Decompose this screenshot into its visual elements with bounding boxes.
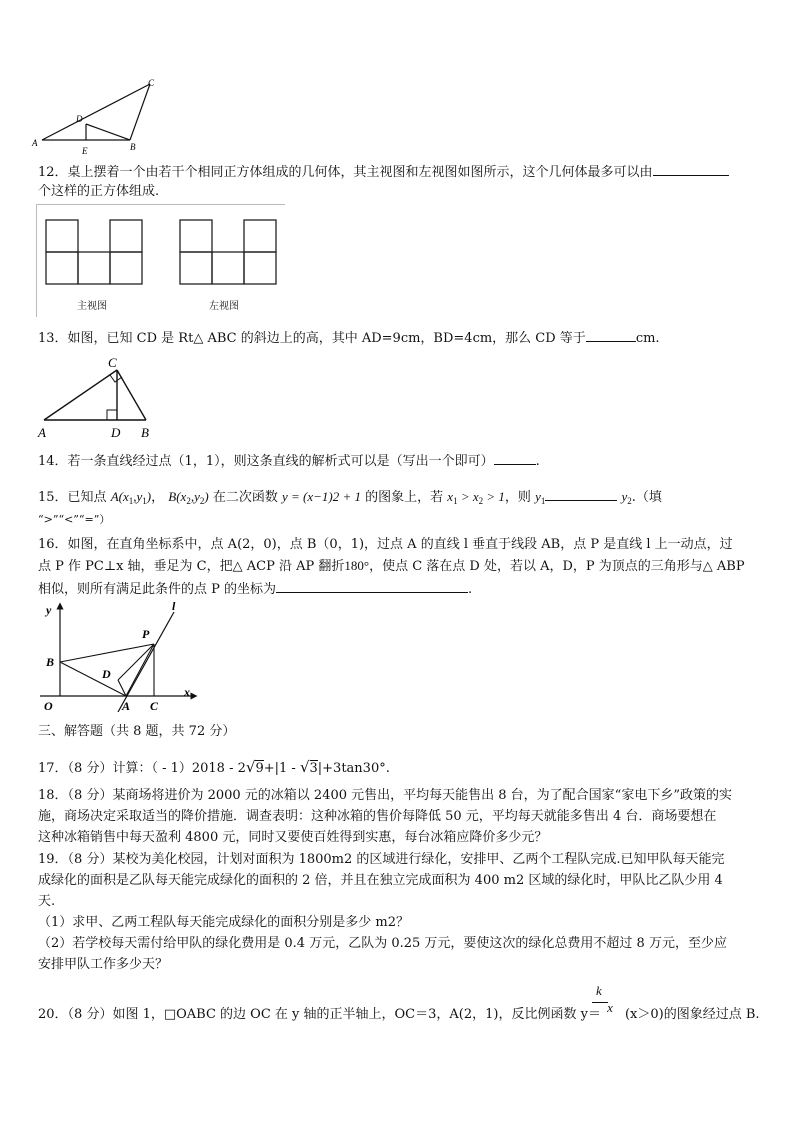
q17-sqrt1: √9 <box>245 758 264 776</box>
q16-angle: 180° <box>344 558 370 573</box>
fig16-label-x: x <box>184 685 190 699</box>
q19-line2: 成绿化的面积是乙队每天能完成绿化的面积的 2 倍，并且在独立完成面积为 400 m2 区域的绿化时，甲队比乙队少用 4 <box>38 873 723 888</box>
q17-suffix: |+3tan30°. <box>317 761 390 776</box>
q15-then: ，则 <box>504 490 531 505</box>
q19-line3: 天. <box>38 894 56 909</box>
fig11-label-B: B <box>130 142 136 152</box>
q16-line1 <box>38 535 758 555</box>
q19-line6: 安排甲队工作多少天？ <box>38 957 169 972</box>
q16-end: . <box>468 582 473 597</box>
q16-line2 <box>38 556 758 577</box>
q15-condition: $x_1 > x_2 > 1$ <box>447 489 505 506</box>
q20-frac-num: k <box>596 983 602 998</box>
fig16-label-C: C <box>150 699 159 712</box>
q15-function: y = (x−1)2 + 1 <box>281 489 361 504</box>
q16-text3: 相似，则所有满足此条件的点 P 的坐标为 <box>38 582 277 597</box>
fig16-label-O: O <box>44 699 53 712</box>
fig16-label-A: A <box>122 699 131 712</box>
q15-mid: 在二次函数 <box>212 490 278 505</box>
q19-line1: 19．（8 分）某校为美化校园，计划对面积为 1800m2 的区域进行绿化，安排甲、乙两个工程队完成.已知甲队每天能完 <box>38 852 725 867</box>
fig13-label-C: C <box>108 356 117 370</box>
figure-q12-views <box>36 204 285 317</box>
fig11-label-D: D <box>76 114 83 124</box>
q14-line <box>38 450 758 472</box>
fig13-label-D: D <box>111 425 121 440</box>
main-view-caption: 主视图 <box>77 301 107 312</box>
q15-comma: ， <box>151 490 165 505</box>
q14-text: 14．若一条直线经过点（1，1），则这条直线的解析式可以是（写出一个即可） <box>38 454 494 469</box>
fig13-label-A: A <box>38 425 46 440</box>
fig16-label-l: l <box>172 600 176 613</box>
q20-frac-den: x <box>607 1000 613 1015</box>
figure-q11 <box>30 78 170 156</box>
q16-answer-blank[interactable] <box>276 578 468 593</box>
q15-tail: .（填 <box>631 490 662 505</box>
q15-point-a: $A(x_1,y_1)$ <box>110 489 152 506</box>
q20-prefix: 20．（8 分）如图 1，□OABC 的边 OC 在 y 轴的正半轴上，OC＝3，A(2，1)，反比例函数 y＝ <box>38 1007 601 1022</box>
q15-after-func: 的图象上，若 <box>365 490 444 505</box>
q13-answer-blank[interactable] <box>586 327 636 342</box>
q13-text: 13．如图，已知 CD 是 Rt△ ABC 的斜边上的高，其中 AD=9cm，BD=4cm，那么 CD 等于 <box>38 331 586 346</box>
fig11-label-C: C <box>148 78 155 88</box>
fig16-label-P: P <box>142 627 150 641</box>
left-view-caption: 左视图 <box>209 301 239 312</box>
fig11-label-E: E <box>82 146 88 156</box>
q16-text1: 16．如图，在直角坐标系中，点 A(2，0)，点 B（0，1)，过点 A 的直线 l 垂直于线段 AB，点 P 是直线 l 上一动点，过 <box>38 537 733 552</box>
q15-y2: $y_2$ <box>621 489 632 506</box>
q15-answer-blank[interactable] <box>545 486 617 501</box>
q17-sqrt2: √3 <box>299 758 318 776</box>
q16-text2a: 点 P 作 PC⊥x 轴，垂足为 C，把△ ACP 沿 AP 翻折 <box>38 559 345 574</box>
fig11-label-A: A <box>32 138 38 148</box>
q12-answer-blank[interactable] <box>653 161 729 176</box>
q15-line2 <box>38 510 758 530</box>
q17-prefix: 17．（8 分）计算：（ - 1）2018 - 2 <box>38 761 246 776</box>
q18-line2: 施，商场决定采取适当的降价措施．调查表明：这种冰箱的售价每降低 50 元，平均每天就能多售出 4 台．商场要想在 <box>38 809 717 824</box>
q13-line <box>38 327 758 349</box>
fig16-label-B: B <box>46 655 55 669</box>
q14-end: . <box>535 454 540 469</box>
q15-y1: $y_1$ <box>535 489 546 506</box>
q12-text1: 12．桌上摆着一个由若干个相同正方体组成的几何体，其主视图和左视图如图所示，这个几何体最多可以由 <box>38 165 653 180</box>
fig16-label-D: D <box>102 667 111 681</box>
q16-text2b: ，使点 C 落在点 D 处，若以 A，D，P 为顶点的三角形与△ ABP <box>369 559 745 574</box>
q13-unit: cm. <box>635 331 660 346</box>
q19-line4: （1）求甲、乙两工程队每天能完成绿化的面积分别是多少 m2？ <box>38 915 410 930</box>
q15-point-b: $B(x_2,y_2)$ <box>168 489 209 506</box>
q15-line1 <box>38 486 758 511</box>
figure-q13 <box>34 356 158 442</box>
q15-line2-text: “>”“<”“=”） <box>38 513 111 526</box>
q20-suffix: (x＞0)的图象经过点 B. <box>624 1007 760 1022</box>
q18-line3: 这种冰箱销售中每天盈利 4800 元，同时又要使百姓得到实惠，每台冰箱应降价多少元？ <box>38 830 548 845</box>
q12-line1 <box>38 161 758 183</box>
q16-line3 <box>38 578 758 600</box>
q17-line <box>38 757 758 779</box>
figure-q16 <box>34 600 200 712</box>
q17-mid: +|1 - <box>263 761 300 776</box>
q12-text2: 个这样的正方体组成. <box>38 184 160 199</box>
q18-line1: 18．（8 分）某商场将进价为 2000 元的冰箱以 2400 元售出，平均每天能售出 8 台，为了配合国家“家电下乡”政策的实 <box>38 788 732 803</box>
q14-answer-blank[interactable] <box>494 450 536 465</box>
fig13-label-B: B <box>141 425 149 440</box>
main-view-grid <box>45 219 143 285</box>
left-view-grid <box>179 219 277 285</box>
section-3-title: 三、解答题（共 8 题，共 72 分） <box>38 724 236 739</box>
fig16-label-y: y <box>46 603 52 617</box>
q19-line5: （2）若学校每天需付给甲队的绿化费用是 0.4 万元，乙队为 0.25 万元，要使这次的绿化总费用不超过 8 万元，至少应 <box>38 936 727 951</box>
q15-prefix: 15．已知点 <box>38 490 107 505</box>
q12-line2 <box>38 182 758 202</box>
q20-line <box>38 1000 760 1025</box>
